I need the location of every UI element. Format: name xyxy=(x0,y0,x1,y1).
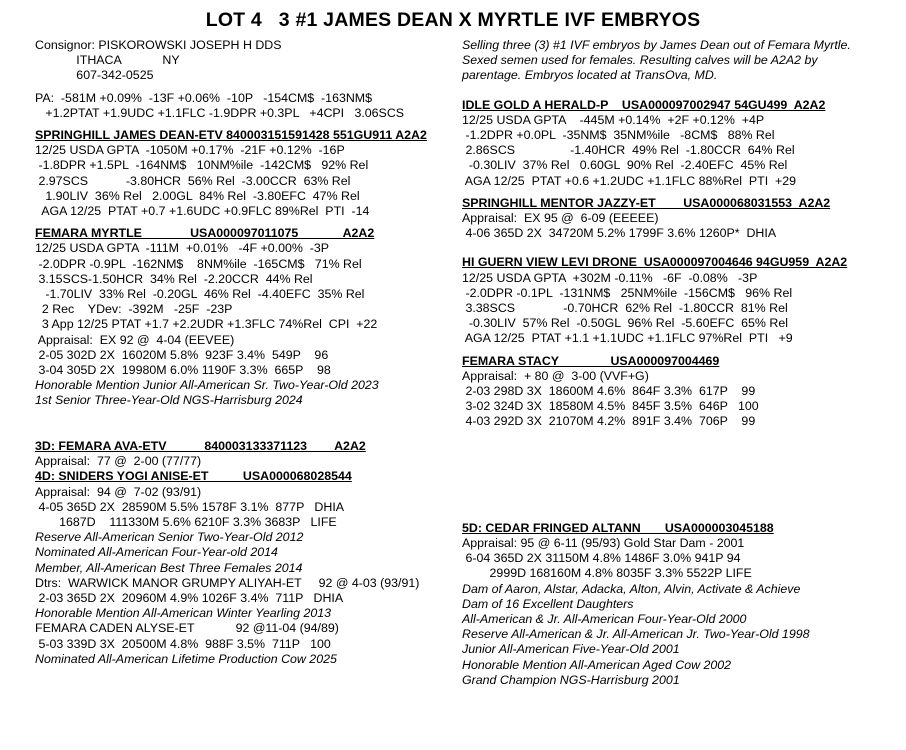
lot-title: LOT 4 3 #1 JAMES DEAN X MYRTLE IVF EMBRYOS xyxy=(205,9,701,31)
fifth-dam-honor: Reserve All-American & Jr. All-American Jr. Two-Year-Old 1998 xyxy=(462,627,810,642)
dam-line: 2 Rec YDev: -392M -25F -23P xyxy=(35,302,233,317)
third-dam-block xyxy=(35,439,455,469)
intro-line: Sexed semen used for females. Resulting calves will be A2A2 by xyxy=(462,53,818,68)
daughter-honor: Honorable Mention All-American Winter Yearling 2013 xyxy=(35,606,332,621)
sire-heading: SPRINGHILL JAMES DEAN-ETV 840003151591428 551GU911 A2A2 xyxy=(35,128,427,143)
fourth-dam-honor: Member, All-American Best Three Females 2014 xyxy=(35,560,303,575)
fifth-dam-honor: All-American & Jr. All-American Four-Year-Old 2000 xyxy=(462,612,747,627)
consignor-name: Consignor: PISKOROWSKI JOSEPH H DDS xyxy=(35,38,282,52)
granddam-line: Appraisal: + 80 @ 3-00 (VVF+G) xyxy=(462,368,649,383)
pa-block xyxy=(35,91,455,121)
fifth-dam-heading: 5D: CEDAR FRINGED ALTANN USA000003045188 xyxy=(462,520,774,535)
dam-honor: Honorable Mention Junior All-American Sr. Two-Year-Old 2023 xyxy=(35,378,379,393)
third-dam-line: Appraisal: 77 @ 2-00 (77/77) xyxy=(35,454,202,469)
dam-sire-line: 12/25 USDA GPTA +302M -0.11% -6F -0.08% -3P xyxy=(462,270,758,285)
daughter-honor: Nominated All-American Lifetime Production Cow 2025 xyxy=(35,651,337,666)
intro-block xyxy=(462,38,892,84)
dam-line: Appraisal: EX 92 @ 4-04 (EEVEE) xyxy=(35,332,235,347)
fifth-dam-honor: Junior All-American Five-Year-Old 2001 xyxy=(462,642,680,657)
sire-line: 12/25 USDA GPTA -1050M +0.17% -21F +0.12% -16P xyxy=(35,143,345,158)
daughter-line: FEMARA CADEN ALYSE-ET 92 @11-04 (94/89) xyxy=(35,621,339,636)
sire-line: AGA 12/25 PTAT +0.7 +1.6UDC +0.9FLC 89%Rel PTI -14 xyxy=(35,204,370,219)
dam-block xyxy=(35,226,455,408)
granddam-heading: FEMARA STACY USA000097004469 xyxy=(462,353,720,368)
dam-sire-line: -0.30LIV 57% Rel -0.50GL 96% Rel -5.60EFC 65% Rel xyxy=(462,316,788,331)
dam-sire-block xyxy=(462,255,892,346)
dam-line: 3 App 12/25 PTAT +1.7 +2.2UDR +1.3FLC 74%Rel CPI +22 xyxy=(35,317,378,332)
left-column xyxy=(35,38,455,667)
pa-line: +1.2PTAT +1.9UDC +1.1FLC -1.9DPR +0.3PL +4CPI 3.06SCS xyxy=(35,105,405,120)
intro-line: parentage. Embryos located at TransOva, MD. xyxy=(462,68,718,83)
maternal-grandsire-line: 2.86SCS -1.40HCR 49% Rel -1.80CCR 64% Rel xyxy=(462,143,795,158)
fourth-dam-block xyxy=(35,469,455,667)
dam-line: 3-04 305D 2X 19980M 6.0% 1190F 3.3% 665P 98 xyxy=(35,363,331,378)
dam-line: 3.15SCS-1.50HCR 34% Rel -2.20CCR 44% Rel xyxy=(35,271,313,286)
daughter-record: 5-03 339D 3X 20500M 4.8% 988F 3.5% 711P 100 xyxy=(35,636,331,651)
daughter-line: Dtrs: WARWICK MANOR GRUMPY ALIYAH-ET 92 @ 4-03 (93/91) xyxy=(35,575,420,590)
maternal-grandsire-line: 12/25 USDA GPTA -445M +0.14% +2F +0.12% +4P xyxy=(462,112,765,127)
sire-line: 1.90LIV 36% Rel 2.00GL 84% Rel -3.80EFC 47% Rel xyxy=(35,188,360,203)
dam-line: 2-05 302D 2X 16020M 5.8% 923F 3.4% 549P 96 xyxy=(35,347,329,362)
granddam-line: 2-03 298D 3X 18600M 4.6% 864F 3.3% 617P 99 xyxy=(462,384,756,399)
maternal-grandsire-block xyxy=(462,98,892,189)
fourth-dam-line: Appraisal: 94 @ 7-02 (93/91) xyxy=(35,484,202,499)
sire-dam-line: 4-06 365D 2X 34720M 5.2% 1799F 3.6% 1260P* DHIA xyxy=(462,226,777,241)
fourth-dam-line: 4-05 365D 2X 28590M 5.5% 1578F 3.1% 877P DHIA xyxy=(35,499,345,514)
sire-line: 2.97SCS -3.80HCR 56% Rel -3.00CCR 63% Rel xyxy=(35,173,351,188)
dam-sire-heading: HI GUERN VIEW LEVI DRONE USA000097004646 94GU959 A2A2 xyxy=(462,255,848,270)
sire-dam-block xyxy=(462,196,892,242)
pa-line: PA: -581M +0.09% -13F +0.06% -10P -154CM$ -163NM$ xyxy=(35,90,373,105)
granddam-line: 3-02 324D 3X 18580M 4.5% 845F 3.5% 646P 100 xyxy=(462,399,759,414)
granddam-line: 4-03 292D 3X 21070M 4.2% 891F 3.4% 706P 99 xyxy=(462,414,756,429)
granddam-block xyxy=(462,354,892,430)
dam-sire-line: 3.38SCS -0.70HCR 62% Rel -1.80CCR 81% Rel xyxy=(462,301,788,316)
maternal-grandsire-line: -0.30LIV 37% Rel 0.60GL 90% Rel -2.40EFC 45% Rel xyxy=(462,158,788,173)
sire-block xyxy=(35,128,455,219)
maternal-grandsire-heading: IDLE GOLD A HERALD-P USA000097002947 54GU499 A2A2 xyxy=(462,97,826,112)
sire-dam-heading: SPRINGHILL MENTOR JAZZY-ET USA000068031553 A2A2 xyxy=(462,195,831,210)
consignor-location: ITHACA NY xyxy=(35,53,180,68)
consignor-block xyxy=(35,38,455,84)
dam-line: 12/25 USDA GPTA -111M +0.01% -4F +0.00% -3P xyxy=(35,241,330,256)
fourth-dam-honor: Reserve All-American Senior Two-Year-Old 2012 xyxy=(35,530,304,545)
dam-sire-line: -2.0DPR -0.1PL -131NM$ 25NM%ile -156CM$ 96% Rel xyxy=(462,285,793,300)
sire-line: -1.8DPR +1.5PL -164NM$ 10NM%ile -142CM$ 92% Rel xyxy=(35,158,369,173)
maternal-grandsire-line: AGA 12/25 PTAT +0.6 +1.2UDC +1.1FLC 88%Rel PTI +29 xyxy=(462,173,797,188)
fifth-dam-honor: Honorable Mention All-American Aged Cow 2002 xyxy=(462,657,732,672)
fifth-dam-block xyxy=(462,521,892,688)
fifth-dam-line: 2999D 168160M 4.8% 8035F 3.3% 5522P LIFE xyxy=(462,566,752,581)
dam-heading: FEMARA MYRTLE USA000097011075 A2A2 xyxy=(35,226,375,241)
daughter-record: 2-03 365D 2X 20960M 4.9% 1026F 3.4% 711P DHIA xyxy=(35,591,344,606)
maternal-grandsire-line: -1.2DPR +0.0PL -35NM$ 35NM%ile -8CM$ 88% Rel xyxy=(462,128,775,143)
fifth-dam-line: Appraisal: 95 @ 6-11 (95/93) Gold Star Dam - 2001 xyxy=(462,536,745,550)
fourth-dam-heading: 4D: SNIDERS YOGI ANISE-ET USA000068028544 xyxy=(35,469,352,484)
consignor-phone: 607-342-0525 xyxy=(35,68,154,83)
fifth-dam-line: 6-04 365D 2X 31150M 4.8% 1486F 3.0% 941P 94 xyxy=(462,551,741,566)
fifth-dam-honor: Dam of Aaron, Alstar, Adacka, Alton, Alvin, Activate & Achieve xyxy=(462,581,801,596)
fifth-dam-honor: Grand Champion NGS-Harrisburg 2001 xyxy=(462,672,680,687)
dam-sire-line: AGA 12/25 PTAT +1.1 +1.1UDC +1.1FLC 97%Rel PTI +9 xyxy=(462,331,793,346)
fifth-dam-honor: Dam of 16 Excellent Daughters xyxy=(462,596,634,611)
sire-dam-line: Appraisal: EX 95 @ 6-09 (EEEEE) xyxy=(462,211,659,226)
dam-line: -2.0DPR -0.9PL -162NM$ 8NM%ile -165CM$ 71% Rel xyxy=(35,256,362,271)
fourth-dam-honor: Nominated All-American Four-Year-old 2014 xyxy=(35,545,278,560)
dam-honor: 1st Senior Three-Year-Old NGS-Harrisburg 2024 xyxy=(35,393,303,408)
intro-line: Selling three (3) #1 IVF embryos by James Dean out of Femara Myrtle. xyxy=(462,38,851,52)
right-column xyxy=(462,38,892,688)
dam-line: -1.70LIV 33% Rel -0.20GL 46% Rel -4.40EFC 35% Rel xyxy=(35,287,365,302)
third-dam-heading: 3D: FEMARA AVA-ETV 840003133371123 A2A2 xyxy=(35,439,366,454)
fourth-dam-line: 1687D 111330M 5.6% 6210F 3.3% 3683P LIFE xyxy=(35,515,337,530)
